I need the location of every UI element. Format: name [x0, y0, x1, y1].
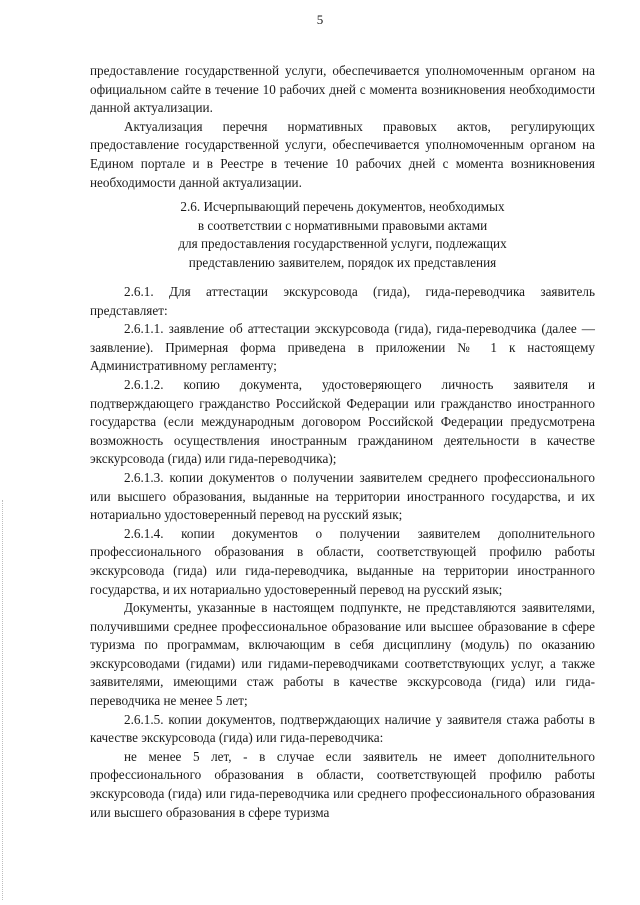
section-heading-line: для предоставления государственной услуги, подлежащих — [178, 236, 507, 252]
section-heading-line: в соответствии с нормативными правовыми актами — [197, 217, 488, 233]
paragraph: предоставление государственной услуги, обеспечивается уполномоченным органом на официальном сайте в течение 10 рабочих дней с момента возникновения необходимости данной актуализации. — [90, 63, 595, 116]
page-number: 5 — [316, 12, 324, 27]
paragraph: не менее 5 лет, - в случае если заявитель не имеет дополнительного профессионального образования в области, соответствующей профилю работы экскурсовода (гида) или гида-переводчика или среднего профессионального образования или высшего образования в сфере туризма — [90, 748, 595, 820]
paragraph: Документы, указанные в настоящем подпункте, не представляются заявителями, получившими среднее профессиональное образование или высшее образование в сфере туризма по программам, включающим в себя дисциплину (модуль) по оказанию экскурсоводами (гидами) или гидами-переводчиками соответствующих услуг, а также заявителями, имеющими стаж работы в качестве экскурсовода (гида) или гида-переводчика не менее 5 лет; — [90, 600, 595, 709]
top-text-block — [90, 62, 595, 192]
paragraph: 2.6.1.2. копию документа, удостоверяющего личность заявителя и подтверждающего гражданство Российской Федерации или гражданство иностранного государства (если международным договором Российской Федерации предусмотрена возможность осуществления иностранным гражданином деятельности в качестве экскурсовода (гида) или гида-переводчика); — [90, 376, 595, 467]
section-heading — [90, 198, 595, 272]
paragraph: 2.6.1. Для аттестации экскурсовода (гида), гида-переводчика заявитель представляет: — [90, 284, 595, 318]
section-heading-line: представлению заявителем, порядок их представления — [188, 254, 497, 270]
paragraph: 2.6.1.5. копии документов, подтверждающих наличие у заявителя стажа работы в качестве экскурсовода (гида) или гида-переводчика: — [90, 711, 595, 746]
scan-edge-marks — [2, 500, 7, 900]
paragraph: 2.6.1.3. копии документов о получении заявителем среднего профессионального или высшего образования, выданные на территории иностранного государства, и их нотариально удостоверенный перевод на русский язык; — [90, 469, 595, 523]
body-text-block — [90, 283, 595, 822]
section-heading-line: 2.6. Исчерпывающий перечень документов, необходимых — [180, 199, 505, 214]
paragraph: Актуализация перечня нормативных правовых актов, регулирующих предоставление государственной услуги, обеспечивается уполномоченным органом на Едином портале и в Реестре в течение 10 рабочих дней с момента возникновения необходимости данной актуализации. — [90, 118, 595, 190]
paragraph: 2.6.1.1. заявление об аттестации экскурсовода (гида), гида-переводчика (далее — заявление). Примерная форма приведена в приложении № 1 к настоящему Административному регламенту; — [90, 321, 595, 374]
paragraph: 2.6.1.4. копии документов о получении заявителем дополнительного профессионального образования в области, соответствующей профилю работы экскурсовода (гида) или гида-переводчика, выданные на территории иностранного государства, и их нотариально удостоверенный перевод на русский язык; — [90, 525, 595, 597]
